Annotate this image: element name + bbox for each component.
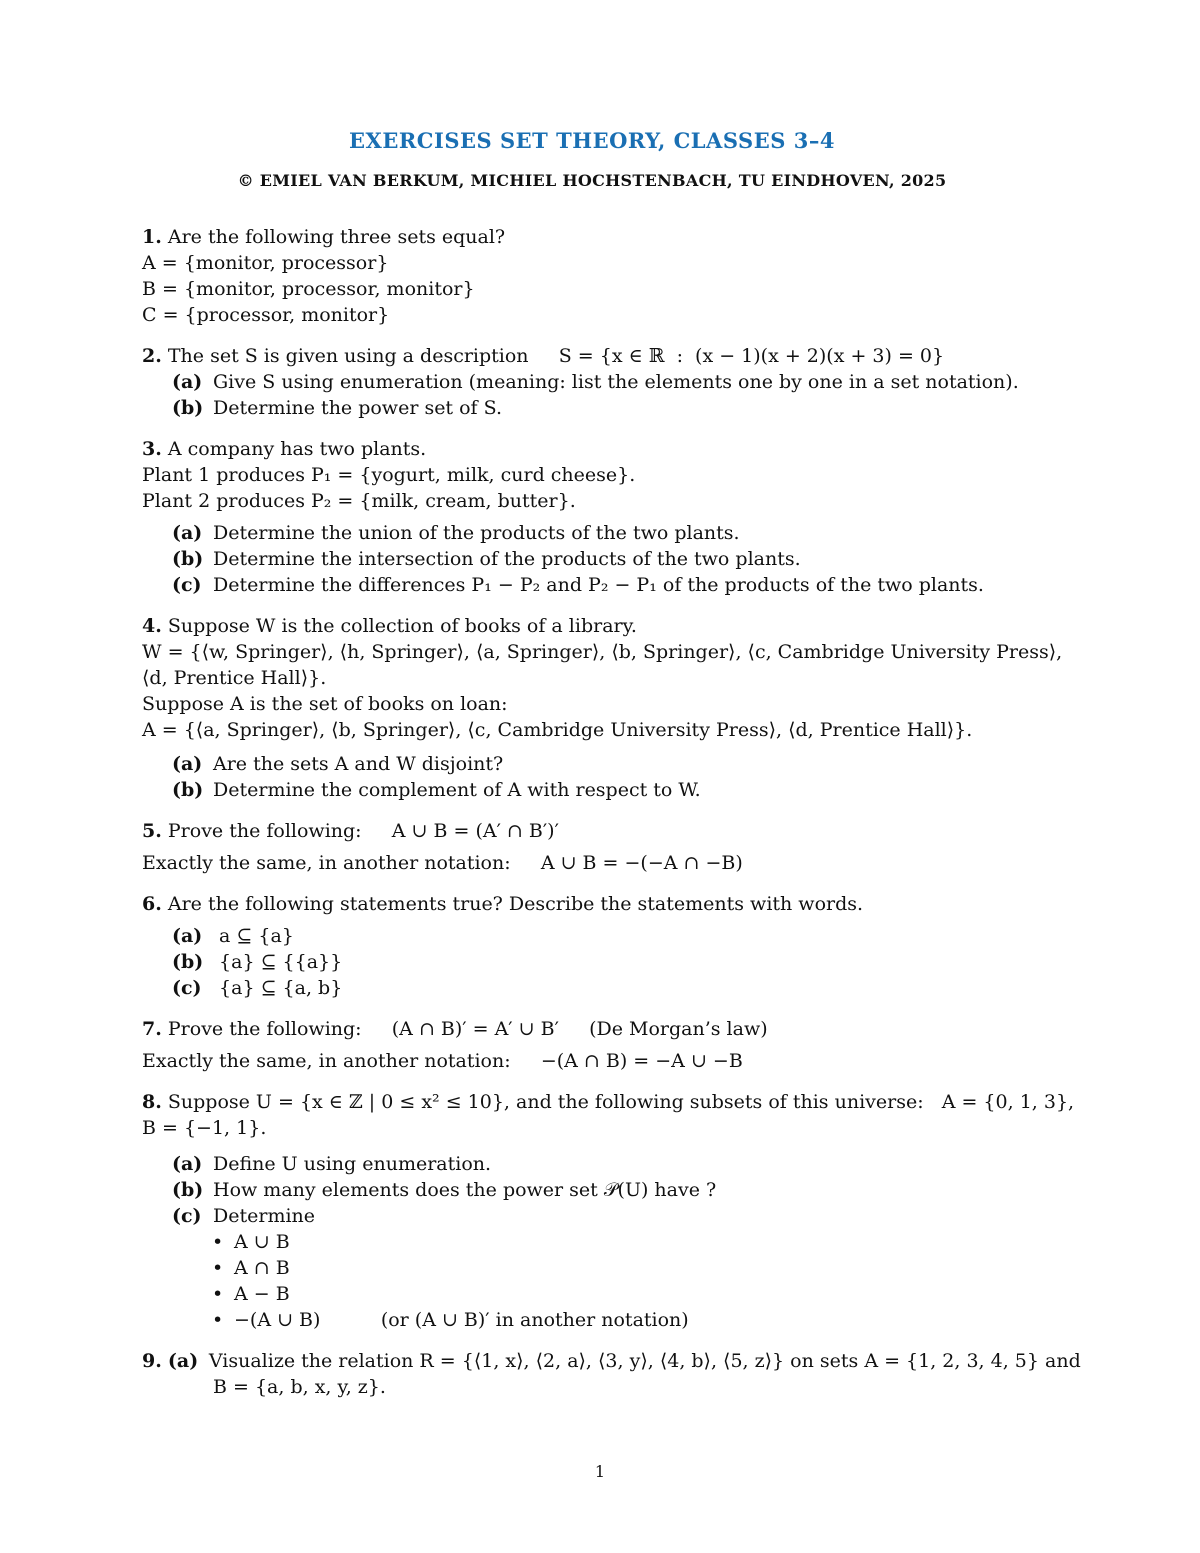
subquestion-a: (a) Give S using enumeration (meaning: list the elements one by one in a set notation). <box>172 371 1019 393</box>
exercise-text: Are the following statements true? Describe the statements with words. <box>161 893 864 915</box>
exercise-text: Are the following three sets equal? <box>161 226 506 248</box>
exercise-number: 1. <box>142 226 162 248</box>
subquestion-a: (a) Are the sets A and W disjoint? <box>172 753 504 775</box>
page-number: 1 <box>594 1462 606 1481</box>
bullet-list <box>212 1229 1042 1333</box>
exercise-5 <box>142 818 1042 876</box>
exercise-7 <box>142 1016 1042 1074</box>
exercise-8 <box>142 1089 1075 1333</box>
exercise-text: The set S is given using a description S = {x ∈ ℝ : (x − 1)(x + 2)(x + 3) = 0} <box>161 345 945 367</box>
list-item: • A − B <box>212 1281 1042 1307</box>
exercise-text: Prove the following: A ∪ B = (A′ ∩ B′)′ <box>161 820 559 842</box>
subquestion-a: (a) a ⊆ {a} <box>172 925 294 947</box>
exercise-number: 7. <box>142 1018 162 1040</box>
plant-1-line: Plant 1 produces P₁ = {yogurt, milk, curd cheese}. <box>142 464 636 486</box>
set-a: A = {monitor, processor} <box>142 252 389 274</box>
list-item: • A ∩ B <box>212 1255 1042 1281</box>
exercise-number: 6. <box>142 893 162 915</box>
subquestion-c: (c) Determine <box>172 1205 316 1227</box>
exercise-9 <box>142 1348 1081 1400</box>
exercise-number: 3. <box>142 438 162 460</box>
document-page <box>142 128 1081 1415</box>
subquestion-b: (b) Determine the complement of A with respect to W. <box>172 779 701 801</box>
subquestion-c: (c) {a} ⊆ {a, b} <box>172 977 343 999</box>
exercise-4 <box>142 613 1063 803</box>
subquestion-b: (b) Determine the power set of S. <box>172 397 502 419</box>
loan-set: A = {⟨a, Springer⟩, ⟨b, Springer⟩, ⟨c, Cambridge University Press⟩, ⟨d, Prentice Hall⟩}. <box>142 719 973 741</box>
page-title: EXERCISES SET THEORY, CLASSES 3–4 <box>349 128 835 153</box>
set-c: C = {processor, monitor} <box>142 304 390 326</box>
subquestion-a-label: (a) <box>167 1350 199 1372</box>
subquestion-b: (b) {a} ⊆ {{a}} <box>172 951 343 973</box>
exercise-number: 5. <box>142 820 162 842</box>
library-set-line-2: ⟨d, Prentice Hall⟩}. <box>142 667 327 689</box>
exercise-text: Suppose W is the collection of books of a library. <box>161 615 637 637</box>
set-b-line: B = {−1, 1}. <box>142 1117 267 1139</box>
subquestion-a: (a) Define U using enumeration. <box>172 1153 492 1175</box>
alt-notation-line: Exactly the same, in another notation: −(A ∩ B) = −A ∪ −B <box>142 1050 743 1072</box>
exercise-number: 9. <box>142 1350 162 1372</box>
exercise-text: Suppose U = {x ∈ ℤ | 0 ≤ x² ≤ 10}, and the following subsets of this universe: A = {0, 1, 3}, <box>161 1091 1075 1113</box>
exercise-6 <box>142 891 1042 1001</box>
exercise-text: Visualize the relation R = {⟨1, x⟩, ⟨2, a⟩, ⟨3, y⟩, ⟨4, b⟩, ⟨5, z⟩} on sets A = {1, 2, 3, 4, 5} and <box>208 1350 1081 1372</box>
loan-intro: Suppose A is the set of books on loan: <box>142 693 508 715</box>
exercise-number: 4. <box>142 615 162 637</box>
set-b: B = {monitor, processor, monitor} <box>142 278 475 300</box>
library-set-line-1: W = {⟨w, Springer⟩, ⟨h, Springer⟩, ⟨a, Springer⟩, ⟨b, Springer⟩, ⟨c, Cambridge University Press⟩, <box>142 641 1063 663</box>
exercise-number: 2. <box>142 345 162 367</box>
copyright-line: © EMIEL VAN BERKUM, MICHIEL HOCHSTENBACH, TU EINDHOVEN, 2025 <box>237 171 947 190</box>
subquestion-b: (b) Determine the intersection of the products of the two plants. <box>172 548 801 570</box>
plant-2-line: Plant 2 produces P₂ = {milk, cream, butter}. <box>142 490 576 512</box>
alt-notation-line: Exactly the same, in another notation: A ∪ B = −(−A ∩ −B) <box>142 852 743 874</box>
subquestion-a: (a) Determine the union of the products of the two plants. <box>172 522 740 544</box>
exercise-1 <box>142 224 1042 328</box>
subquestion-b: (b) How many elements does the power set 𝒫(U) have ? <box>172 1179 717 1201</box>
exercise-number: 8. <box>142 1091 162 1113</box>
exercise-text: Prove the following: (A ∩ B)′ = A′ ∪ B′ (De Morgan’s law) <box>161 1018 768 1040</box>
exercise-2 <box>142 343 1042 421</box>
exercise-text: A company has two plants. <box>161 438 427 460</box>
exercise-text-continued: B = {a, b, x, y, z}. <box>213 1376 386 1398</box>
list-item: • −(A ∪ B) (or (A ∪ B)′ in another notation) <box>212 1307 1042 1333</box>
subquestion-c: (c) Determine the differences P₁ − P₂ and P₂ − P₁ of the products of the two plants. <box>172 574 984 596</box>
exercise-3 <box>142 436 1042 598</box>
list-item: • A ∪ B <box>212 1229 1042 1255</box>
